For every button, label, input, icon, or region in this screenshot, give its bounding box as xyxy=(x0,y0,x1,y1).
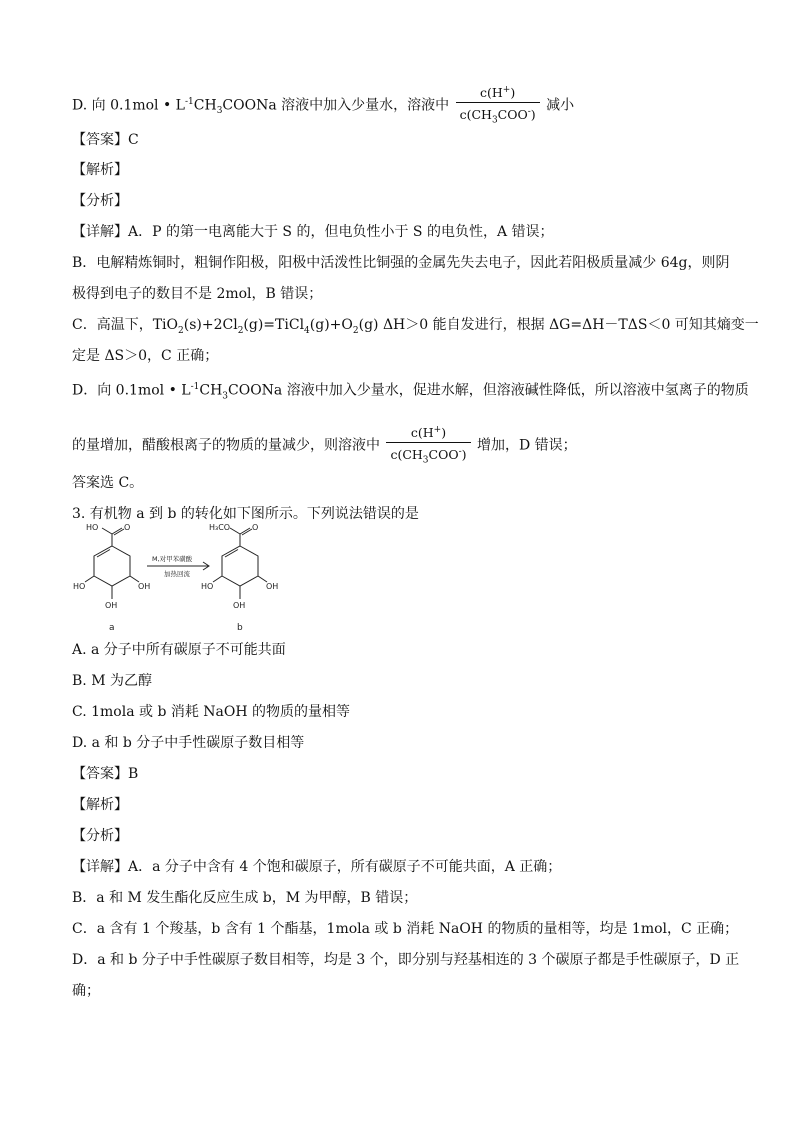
reaction-scheme xyxy=(72,524,302,636)
option-c: C. 1mola 或 b 消耗 NaOH 的物质的量相等 xyxy=(72,704,351,720)
detail-1-c-line2: 定是 ΔS＞0，C 正确； xyxy=(72,348,219,364)
a-oh-right: OH xyxy=(138,582,151,591)
b-h3co-label: H₃CO xyxy=(209,524,231,532)
b-ho-left: HO xyxy=(201,582,214,591)
b-oh-bottom: OH xyxy=(233,601,246,610)
detail-2-b: B．a 和 M 发生酯化反应生成 b，M 为甲醇，B 错误； xyxy=(72,890,418,906)
detail-2-d-line1: D．a 和 b 分子中手性碳原子数目相等，均是 3 个，即分别与羟基相连的 3 个碳原子都是手性碳原子，D 正 xyxy=(72,952,740,968)
answer-2: 【答案】B xyxy=(72,766,139,782)
arrow-reagent: M,对甲苯磺酸 xyxy=(152,555,193,563)
detail-2-c: C．a 含有 1 个羧基，b 含有 1 个酯基，1mola 或 b 消耗 NaOH 的物质的量相等，均是 1mol，C 正确； xyxy=(72,921,739,937)
answer-1: 【答案】C xyxy=(72,132,139,148)
detail-1-b-line2: 极得到电子的数目不是 2mol，B 错误； xyxy=(72,286,323,302)
option-b: B. M 为乙醇 xyxy=(72,673,152,689)
option-d-line: D. 向 0.1mol • $L^{-1}CH_3COONa$ 溶液中加入少量水，溶液中 $\frac{c(H^+)}{c(CH_3COO^-)}$ 减小 xyxy=(72,82,574,129)
option-a: A. a 分子中所有碳原子不可能共面 xyxy=(72,642,286,658)
detail-1: 【详解】A．P 的第一电离能大于 S 的，但电负性小于 S 的电负性，A 错误； xyxy=(72,224,554,240)
concentration-fraction-2: $\frac{c(H^+)}{c(CH_3COO^-)}$ xyxy=(386,422,470,469)
analysis-2: 【解析】 xyxy=(72,797,128,813)
b-oh-right: OH xyxy=(266,582,279,591)
detail-2-d-line2: 确； xyxy=(72,983,100,999)
analysis-head-2: 【分析】 xyxy=(72,828,128,844)
option-d: D. a 和 b 分子中手性碳原子数目相等 xyxy=(72,735,305,751)
detail-1-c-line1: C．高温下，$TiO_2(s)+2Cl_2(g)=TiCl_4(g)+O_2(g)$ ΔH＞0 能自发进行，根据 ΔG=ΔH－TΔS＜0 可知其熵变一 xyxy=(72,317,759,336)
concentration-fraction: $\frac{c(H^+)}{c(CH_3COO^-)}$ xyxy=(456,82,540,129)
detail-1-d-line1: D．向 0.1mol • $L^{-1}CH_3COONa$ 溶液中加入少量水，促进水解，但溶液碱性降低，所以溶液中氢离子的物质 xyxy=(72,382,749,402)
a-o-label: O xyxy=(124,524,131,532)
a-ho-left: HO xyxy=(73,582,86,591)
arrow-condition: 加热回流 xyxy=(164,570,190,578)
analysis-1: 【解析】 xyxy=(72,162,128,178)
b-o-label: O xyxy=(252,524,259,532)
label-b: b xyxy=(237,623,243,633)
answer-select-1: 答案选 C。 xyxy=(72,475,144,491)
label-a: a xyxy=(109,623,115,633)
a-oh-bottom: OH xyxy=(105,601,118,610)
detail-1-d-line2: 的量增加，醋酸根离子的物质的量减少，则溶液中 $\frac{c(H^+)}{c(CH_3COO^-)}$ 增加，D 错误； xyxy=(72,422,577,469)
a-ho-label: HO xyxy=(86,524,99,532)
detail-2: 【详解】A．a 分子中含有 4 个饱和碳原子，所有碳原子不可能共面，A 正确； xyxy=(72,859,562,875)
reaction-scheme-svg xyxy=(72,524,302,636)
question-3: 3. 有机物 a 到 b 的转化如下图所示。下列说法错误的是 xyxy=(72,506,419,522)
detail-1-b-line1: B．电解精炼铜时，粗铜作阳极，阳极中活泼性比铜强的金属先失去电子，因此若阳极质量减少 64g，则阴 xyxy=(72,255,730,271)
analysis-head-1: 【分析】 xyxy=(72,193,128,209)
